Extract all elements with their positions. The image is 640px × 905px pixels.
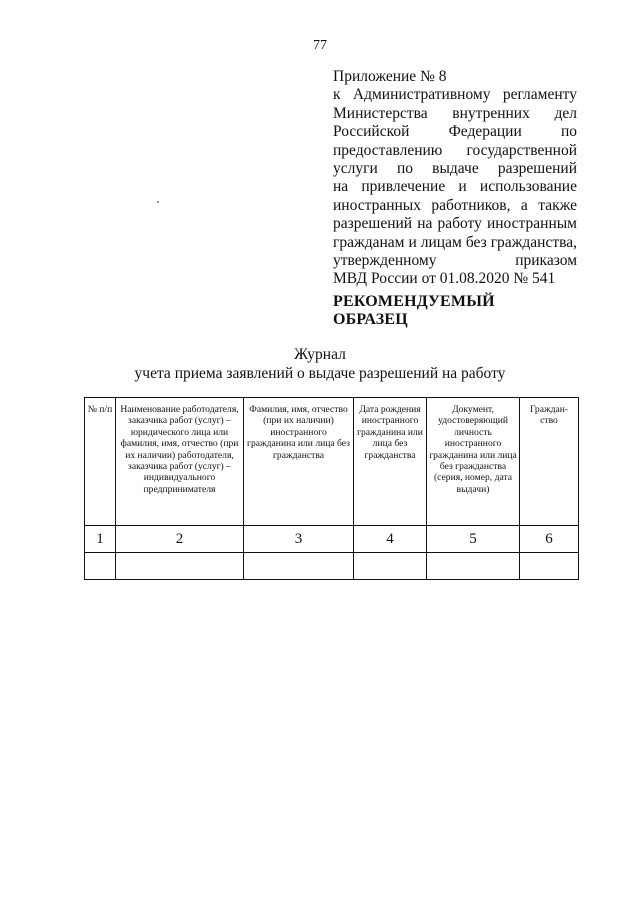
appendix-word: государственной (466, 141, 577, 159)
header-cell-birth-date: Дата рождения иностранного гражданина или лица без гражданства (354, 398, 427, 526)
column-number-row (85, 526, 579, 553)
appendix-word: утвержденному (333, 252, 437, 270)
appendix-word: Министерства (333, 104, 428, 122)
appendix-block (333, 68, 577, 289)
appendix-line (333, 178, 577, 196)
column-number: 2 (116, 526, 244, 553)
column-number: 3 (244, 526, 354, 553)
table-cell (354, 553, 427, 580)
appendix-word: к (333, 86, 341, 104)
appendix-line (333, 215, 577, 233)
appendix-word: лицам (420, 233, 462, 251)
appendix-line (333, 86, 577, 104)
column-number: 5 (427, 526, 520, 553)
appendix-line (333, 234, 577, 252)
header-cell-identity-document: Документ, удостоверяющий личность иностранного гражданина или лица без гражданства (серия, номер, дата выдачи) (427, 398, 520, 526)
appendix-word: регламенту (502, 86, 577, 104)
appendix-line (333, 197, 577, 215)
appendix-line (333, 105, 577, 123)
sample-label-line1: РЕКОМЕНДУЕМЫЙ (333, 293, 495, 310)
appendix-word: на (333, 178, 349, 196)
appendix-word: выдаче (432, 160, 479, 178)
appendix-line (333, 252, 577, 270)
appendix-word: гражданам (333, 233, 405, 251)
appendix-word: услуги (333, 160, 378, 178)
appendix-word: иностранных (333, 196, 421, 214)
appendix-word: разрешений (497, 160, 577, 178)
journal-heading (0, 345, 640, 383)
appendix-line (333, 142, 577, 160)
table-cell (427, 553, 520, 580)
table-cell (116, 553, 244, 580)
appendix-word: разрешений (333, 215, 413, 233)
column-number: 4 (354, 526, 427, 553)
appendix-word: и (408, 233, 417, 251)
page-number: 77 (313, 38, 327, 53)
appendix-word: приказом (515, 252, 577, 270)
appendix-word: гражданства, (490, 233, 577, 251)
appendix-word: и (458, 178, 467, 196)
appendix-word: работу (437, 215, 482, 233)
table-row (85, 553, 579, 580)
table-cell (520, 553, 579, 580)
appendix-line (333, 123, 577, 141)
table-cell (244, 553, 354, 580)
scan-speck (157, 201, 159, 203)
appendix-line: Приложение № 8 (333, 68, 447, 85)
appendix-word: по (396, 160, 413, 178)
column-number: 1 (85, 526, 116, 553)
appendix-word: иностранным (486, 215, 577, 233)
header-cell-citizenship: Граждан-ство (520, 398, 579, 526)
header-cell-employer: Наименование работодателя, заказчика работ (услуг) – юридического лица или фамилия, имя, отчество (при их наличии) работодателя, заказчика работ (услуг) – индивидуального предпринимателя (116, 398, 244, 526)
appendix-word: внутренних (452, 104, 530, 122)
table-header-row (85, 398, 579, 526)
appendix-word: привлечение (361, 178, 446, 196)
appendix-word: предоставлению (333, 141, 443, 159)
appendix-word: использование (479, 178, 577, 196)
appendix-word: Российской (333, 123, 410, 141)
header-cell-foreigner-name: Фамилия, имя, отчество (при их наличии) иностранного гражданина или лица без гражданства (244, 398, 354, 526)
appendix-word: Федерации (448, 123, 522, 141)
appendix-line: МВД России от 01.08.2020 № 541 (333, 270, 556, 288)
header-cell-number: № п/п (85, 398, 116, 526)
table-cell (85, 553, 116, 580)
journal-subtitle: учета приема заявлений о выдаче разрешений на работу (134, 365, 506, 382)
appendix-word: Административному (352, 86, 491, 104)
appendix-word: а (520, 196, 528, 214)
appendix-word: без (465, 233, 487, 251)
journal-title: Журнал (294, 346, 346, 363)
appendix-line (333, 160, 577, 178)
appendix-word: дел (554, 104, 577, 122)
appendix-word: также (538, 196, 577, 214)
appendix-word: на (417, 215, 433, 233)
column-number: 6 (520, 526, 579, 553)
recommended-sample-label (333, 293, 495, 329)
appendix-word: по (560, 123, 577, 141)
journal-table (84, 397, 579, 580)
sample-label-line2: ОБРАЗЕЦ (333, 311, 408, 328)
appendix-word: работников, (431, 196, 511, 214)
